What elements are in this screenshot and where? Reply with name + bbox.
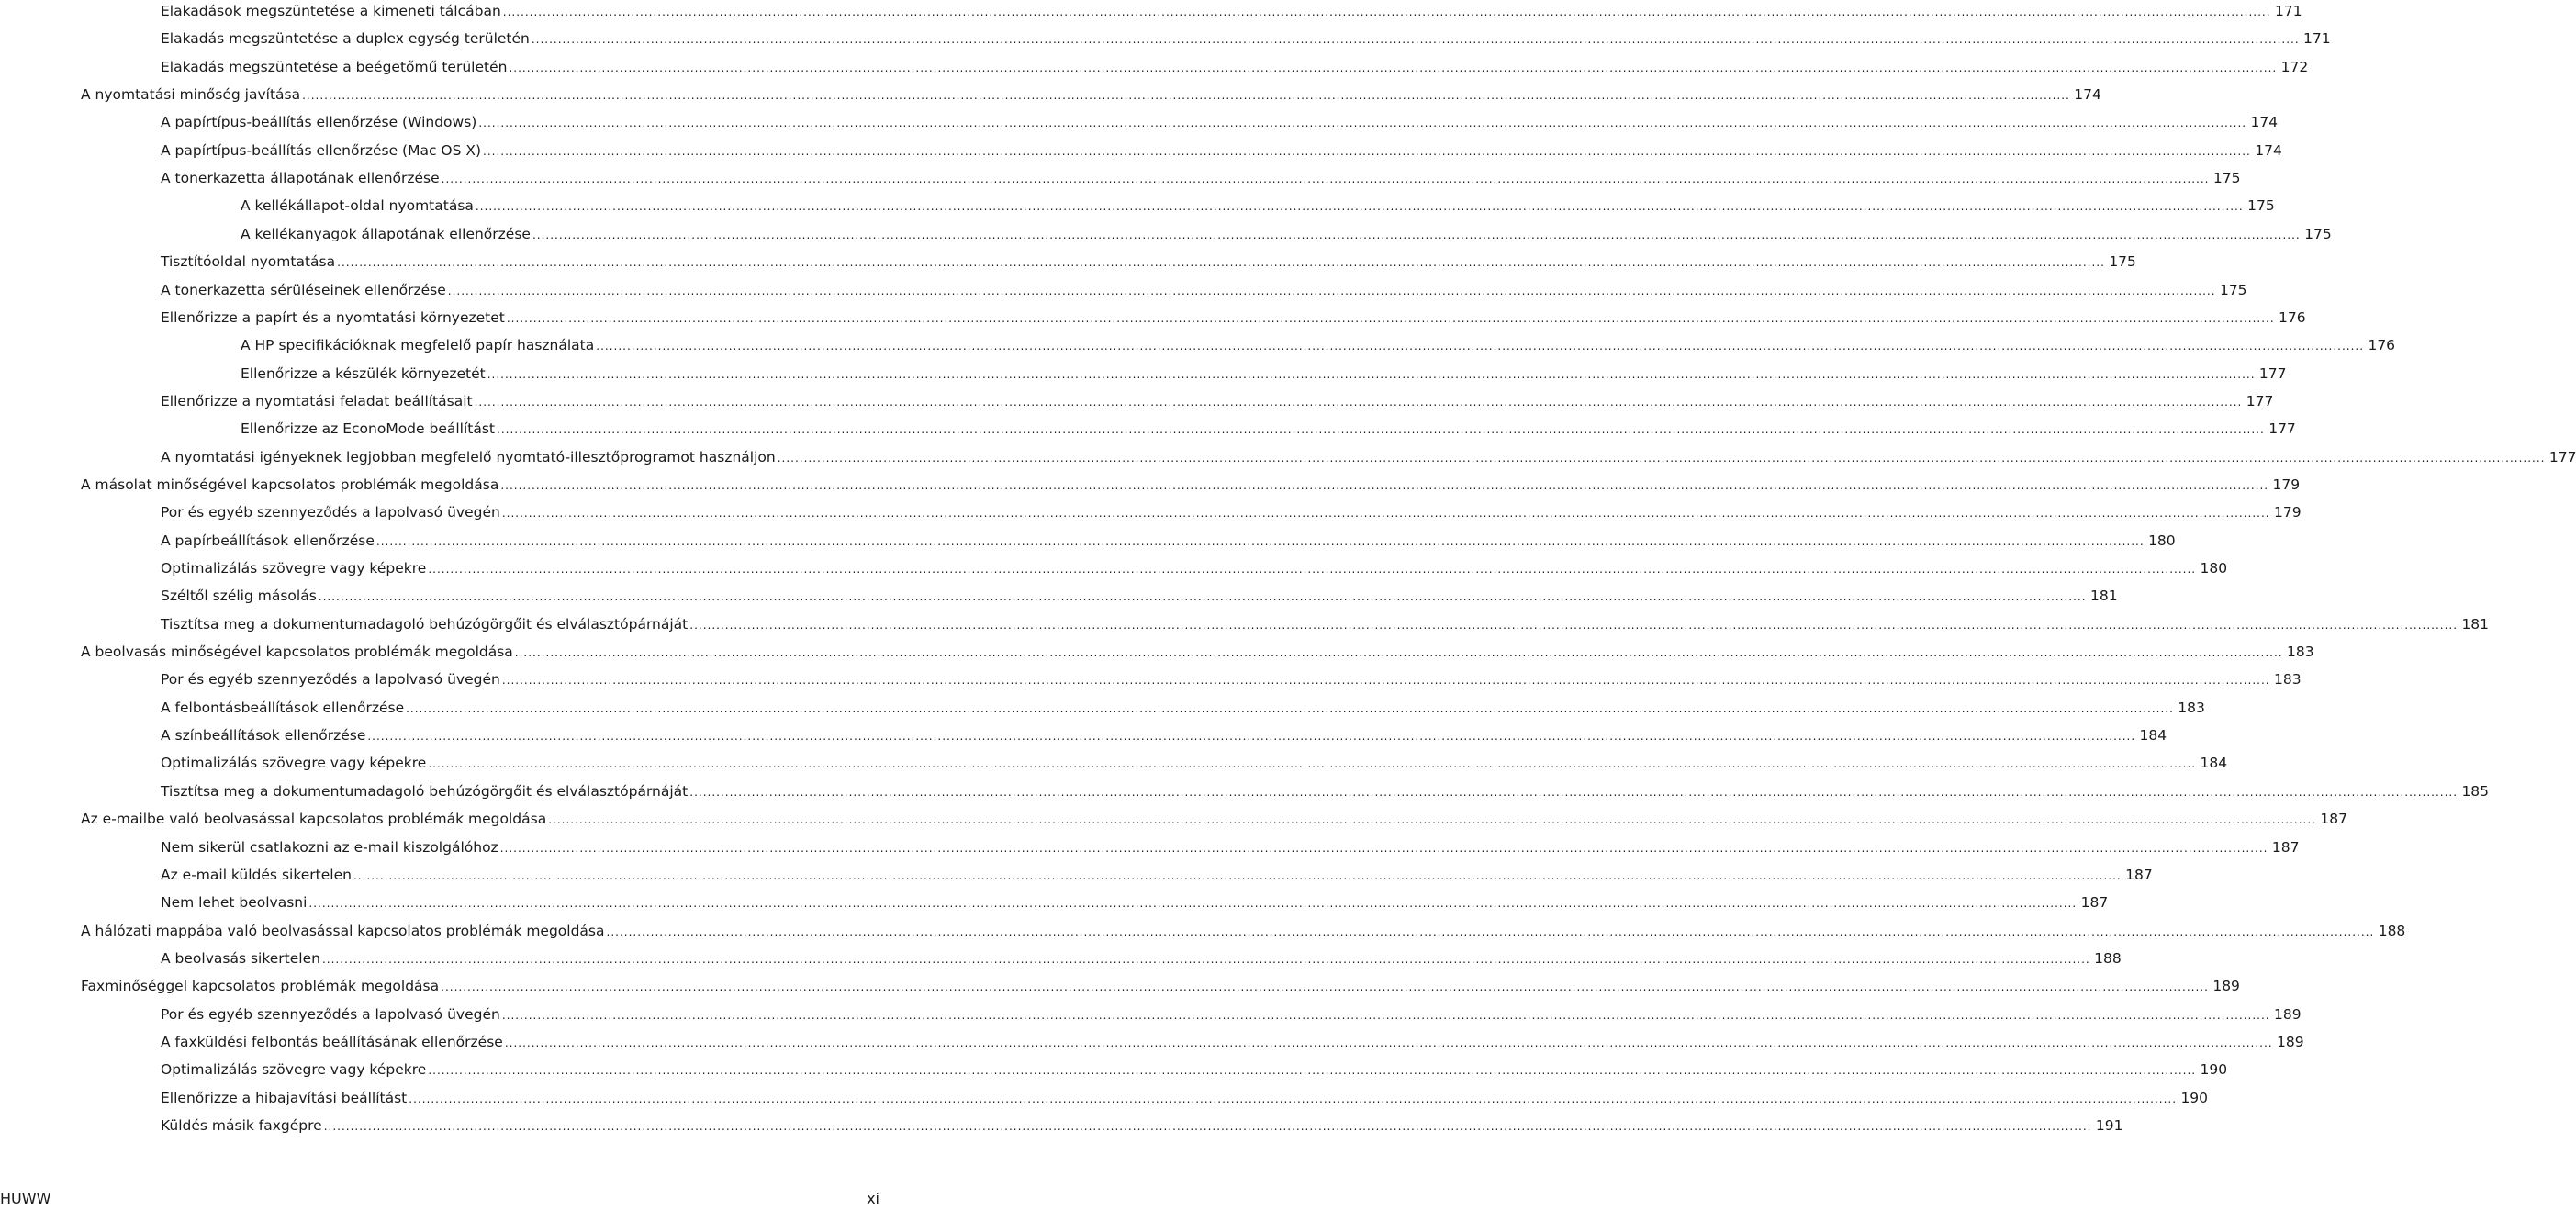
toc-entry-title: A papírbeállítások ellenőrzése xyxy=(161,532,375,549)
toc-entry-title: A felbontásbeállítások ellenőrzése xyxy=(161,699,405,716)
toc-entry[interactable] xyxy=(161,56,2309,78)
toc-entry-page: 174 xyxy=(2250,114,2279,131)
toc-entry[interactable] xyxy=(161,279,2247,301)
toc-entry-title: Széltől szélig másolás xyxy=(161,588,317,605)
toc-entry-title: A kellékanyagok állapotának ellenőrzése xyxy=(241,225,531,242)
toc-entry[interactable] xyxy=(161,28,2331,50)
toc-leader-dots: ................................................................................................................................................................................................................................................................................................................................................................................................................ xyxy=(353,868,2122,882)
toc-entry-title: A beolvasás sikertelen xyxy=(161,949,320,967)
toc-entry-title: Elakadás megszüntetése a duplex egység területén xyxy=(161,30,530,48)
toc-entry-title: A kellékállapot-oldal nyomtatása xyxy=(241,197,474,215)
toc-leader-dots: ................................................................................................................................................................................................................................................................................................................................................................................................................ xyxy=(375,534,2145,548)
toc-entry-page: 190 xyxy=(2200,1061,2228,1079)
toc-entry-title: A papírtípus-beállítás ellenőrzése (Windows) xyxy=(161,114,477,131)
toc-entry-title: Ellenőrizze a papírt és a nyomtatási környezetet xyxy=(161,308,505,326)
toc-entry-title: A hálózati mappába való beolvasással kapcsolatos problémák megoldása xyxy=(81,922,605,939)
toc-entry-title: A faxküldési felbontás beállításának ellenőrzése xyxy=(161,1033,503,1050)
toc-leader-dots: ................................................................................................................................................................................................................................................................................................................................................................................................................ xyxy=(689,618,2458,632)
toc-entry-title: Ellenőrizze a nyomtatási feladat beállításait xyxy=(161,392,473,409)
toc-leader-dots: ................................................................................................................................................................................................................................................................................................................................................................................................................ xyxy=(499,841,2268,855)
toc-entry-title: A nyomtatási minőség javítása xyxy=(81,86,301,104)
toc-leader-dots: ................................................................................................................................................................................................................................................................................................................................................................................................................ xyxy=(606,924,2375,938)
toc-entry[interactable] xyxy=(161,390,2274,412)
toc-leader-dots: ................................................................................................................................................................................................................................................................................................................................................................................................................ xyxy=(308,897,2078,911)
toc-entry-title: A HP specifikációknak megfelelő papír használata xyxy=(241,337,595,354)
toc-leader-dots: ................................................................................................................................................................................................................................................................................................................................................................................................................ xyxy=(497,423,2265,437)
toc-entry-page: 183 xyxy=(2286,644,2314,661)
toc-entry-title: A színbeállítások ellenőrzése xyxy=(161,727,366,745)
toc-entry-page: 187 xyxy=(2125,866,2153,883)
toc-entry-title: Por és egyéb szennyeződés a lapolvasó üvegén xyxy=(161,504,500,521)
footer-brand-label: HUWW xyxy=(0,1190,51,1207)
toc-entry-title: Küldés másik faxgépre xyxy=(161,1117,322,1134)
toc-entry-page: 184 xyxy=(2200,755,2228,772)
toc-leader-dots: ................................................................................................................................................................................................................................................................................................................................................................................................................ xyxy=(532,228,2301,241)
toc-leader-dots: ................................................................................................................................................................................................................................................................................................................................................................................................................ xyxy=(487,367,2256,381)
toc-leader-dots: ................................................................................................................................................................................................................................................................................................................................................................................................................ xyxy=(501,674,2270,688)
toc-leader-dots: ................................................................................................................................................................................................................................................................................................................................................................................................................ xyxy=(409,1092,2178,1105)
toc-entry[interactable] xyxy=(241,363,2287,385)
toc-entry-title: A tonerkazetta állapotának ellenőrzése xyxy=(161,170,440,187)
toc-entry[interactable] xyxy=(161,668,2302,690)
toc-entry[interactable] xyxy=(161,585,2118,607)
toc-entry[interactable] xyxy=(161,1031,2304,1053)
toc-entry-page: 175 xyxy=(2109,253,2136,271)
toc-entry-title: Elakadások megszüntetése a kimeneti tálcában xyxy=(161,3,501,19)
toc-entry-page: 188 xyxy=(2378,922,2406,939)
toc-entry-page: 183 xyxy=(2178,699,2205,716)
toc-entry-page: 187 xyxy=(2080,894,2109,912)
toc-entry[interactable] xyxy=(161,0,2302,22)
toc-entry-page: 175 xyxy=(2304,225,2332,242)
toc-entry-title: A beolvasás minőségével kapcsolatos problémák megoldása xyxy=(81,644,513,661)
toc-leader-dots: ................................................................................................................................................................................................................................................................................................................................................................................................................ xyxy=(506,311,2275,325)
toc-entry[interactable] xyxy=(161,752,2228,774)
toc-entry-title: Optimalizálás szövegre vagy képekre xyxy=(161,1061,427,1079)
toc-entry-page: 175 xyxy=(2212,170,2241,187)
toc-entry[interactable] xyxy=(161,697,2205,719)
toc-entry[interactable] xyxy=(241,334,2396,356)
toc-entry-page: 175 xyxy=(2247,197,2275,215)
toc-entry-title: A nyomtatási igényeknek legjobban megfelelő nyomtató-illesztőprogramot használjon xyxy=(161,448,776,465)
toc-entry[interactable] xyxy=(161,864,2153,886)
toc-entry-page: 176 xyxy=(2368,337,2396,354)
toc-leader-dots: ................................................................................................................................................................................................................................................................................................................................................................................................................ xyxy=(337,256,2105,270)
toc-leader-dots: ................................................................................................................................................................................................................................................................................................................................................................................................................ xyxy=(777,451,2546,465)
toc-leader-dots: ................................................................................................................................................................................................................................................................................................................................................................................................................ xyxy=(441,173,2210,186)
toc-entry[interactable] xyxy=(161,724,2167,746)
toc-entry[interactable] xyxy=(161,947,2122,969)
toc-entry[interactable] xyxy=(161,501,2302,523)
toc-leader-dots: ................................................................................................................................................................................................................................................................................................................................................................................................................ xyxy=(502,6,2271,18)
toc-entry-page: 188 xyxy=(2094,949,2122,967)
toc-entry[interactable] xyxy=(81,920,2406,942)
toc-entry-title: Faxminőséggel kapcsolatos problémák megoldása xyxy=(81,978,440,995)
toc-entry-page: 180 xyxy=(2148,532,2176,549)
toc-entry-page: 181 xyxy=(2461,615,2490,633)
toc-entry-title: Ellenőrizze a hibajavítási beállítást xyxy=(161,1089,408,1106)
toc-entry[interactable] xyxy=(161,1115,2123,1137)
toc-entry[interactable] xyxy=(161,111,2279,133)
toc-leader-dots: ................................................................................................................................................................................................................................................................................................................................................................................................................ xyxy=(501,1008,2270,1022)
toc-entry-title: Az e-mailbe való beolvasással kapcsolatos problémák megoldása xyxy=(81,811,547,828)
toc-entry-title: Por és egyéb szennyeződés a lapolvasó üvegén xyxy=(161,1005,500,1023)
toc-entry[interactable] xyxy=(161,446,2576,468)
toc-entry[interactable] xyxy=(241,223,2332,245)
toc-entry-title: Tisztítóoldal nyomtatása xyxy=(161,253,336,271)
toc-entry[interactable] xyxy=(161,1003,2302,1025)
toc-entry[interactable] xyxy=(81,641,2314,663)
toc-entry-page: 181 xyxy=(2089,588,2118,605)
toc-entry-title: A tonerkazetta sérüléseinek ellenőrzése xyxy=(161,281,446,298)
toc-entry[interactable] xyxy=(161,530,2176,552)
toc-leader-dots: ................................................................................................................................................................................................................................................................................................................................................................................................................ xyxy=(501,507,2270,521)
toc-entry-page: 191 xyxy=(2095,1117,2123,1134)
toc-entry-page: 174 xyxy=(2255,141,2282,159)
toc-entry[interactable] xyxy=(81,808,2347,830)
toc-entry-page: 179 xyxy=(2274,504,2302,521)
toc-entry-page: 174 xyxy=(2074,86,2101,104)
toc-entry-page: 180 xyxy=(2200,560,2228,577)
toc-entry[interactable] xyxy=(161,836,2300,858)
toc-entry[interactable] xyxy=(161,251,2136,273)
toc-leader-dots: ................................................................................................................................................................................................................................................................................................................................................................................................................ xyxy=(428,1064,2197,1078)
toc-entry-title: Ellenőrizze az EconoMode beállítást xyxy=(241,420,496,438)
toc-entry[interactable] xyxy=(241,195,2275,217)
footer-page-number: xi xyxy=(867,1190,879,1207)
toc-leader-dots: ................................................................................................................................................................................................................................................................................................................................................................................................................ xyxy=(548,813,2316,827)
toc-leader-dots: ................................................................................................................................................................................................................................................................................................................................................................................................................ xyxy=(323,1120,2092,1133)
toc-entry-title: Az e-mail küldés sikertelen xyxy=(161,866,352,883)
toc-entry-page: 179 xyxy=(2272,476,2301,493)
toc-leader-dots: ................................................................................................................................................................................................................................................................................................................................................................................................................ xyxy=(475,200,2244,214)
toc-entry-page: 189 xyxy=(2274,1005,2302,1023)
toc-entry-title: Nem sikerül csatlakozni az e-mail kiszolgálóhoz xyxy=(161,838,498,856)
toc-leader-dots: ................................................................................................................................................................................................................................................................................................................................................................................................................ xyxy=(531,33,2300,47)
toc-entry[interactable] xyxy=(161,613,2490,635)
toc-entry-page: 175 xyxy=(2219,281,2247,298)
toc-entry-page: 185 xyxy=(2461,782,2490,800)
toc-leader-dots: ................................................................................................................................................................................................................................................................................................................................................................................................................ xyxy=(441,980,2209,994)
toc-entry-title: Por és egyéb szennyeződés a lapolvasó üvegén xyxy=(161,671,500,689)
toc-entry[interactable] xyxy=(81,84,2101,106)
toc-entry[interactable] xyxy=(81,975,2240,997)
toc-leader-dots: ................................................................................................................................................................................................................................................................................................................................................................................................................ xyxy=(478,117,2247,130)
toc-entry-title: Tisztítsa meg a dokumentumadagoló behúzógörgőit és elválasztópárnáját xyxy=(161,615,689,633)
toc-entry[interactable] xyxy=(161,1087,2209,1109)
toc-entry-title: A másolat minőségével kapcsolatos problémák megoldása xyxy=(81,476,499,493)
toc-leader-dots: ................................................................................................................................................................................................................................................................................................................................................................................................................ xyxy=(321,952,2090,966)
toc-entry-title: Ellenőrizze a készülék környezetét xyxy=(241,364,486,382)
toc-entry-page: 189 xyxy=(2212,978,2240,995)
toc-leader-dots: ................................................................................................................................................................................................................................................................................................................................................................................................................ xyxy=(447,284,2216,297)
toc-leader-dots: ................................................................................................................................................................................................................................................................................................................................................................................................................ xyxy=(689,785,2458,799)
toc-leader-dots: ................................................................................................................................................................................................................................................................................................................................................................................................................ xyxy=(318,590,2087,604)
toc-leader-dots: ................................................................................................................................................................................................................................................................................................................................................................................................................ xyxy=(406,701,2174,715)
toc-entry-page: 177 xyxy=(2246,392,2274,409)
toc-entry-page: 184 xyxy=(2139,727,2167,745)
toc-leader-dots: ................................................................................................................................................................................................................................................................................................................................................................................................................ xyxy=(428,757,2197,771)
toc-entry-title: Nem lehet beolvasni xyxy=(161,894,308,912)
toc-leader-dots: ................................................................................................................................................................................................................................................................................................................................................................................................................ xyxy=(504,1036,2273,1049)
toc-entry-page: 190 xyxy=(2180,1089,2209,1106)
toc-entry-page: 177 xyxy=(2258,364,2287,382)
toc-entry-page: 183 xyxy=(2274,671,2302,689)
toc-leader-dots: ................................................................................................................................................................................................................................................................................................................................................................................................................ xyxy=(514,646,2283,660)
toc-entry[interactable] xyxy=(161,557,2228,579)
toc-entry-page: 177 xyxy=(2268,420,2296,438)
toc-leader-dots: ................................................................................................................................................................................................................................................................................................................................................................................................................ xyxy=(302,89,2070,103)
toc-entry-page: 189 xyxy=(2277,1033,2304,1050)
toc-leader-dots: ................................................................................................................................................................................................................................................................................................................................................................................................................ xyxy=(474,395,2243,409)
toc-entry-page: 176 xyxy=(2279,308,2306,326)
toc-entry-title: A papírtípus-beállítás ellenőrzése (Mac OS X) xyxy=(161,141,482,159)
toc-entry[interactable] xyxy=(161,140,2282,162)
toc-leader-dots: ................................................................................................................................................................................................................................................................................................................................................................................................................ xyxy=(428,563,2197,576)
toc-leader-dots: ................................................................................................................................................................................................................................................................................................................................................................................................................ xyxy=(483,144,2251,158)
toc-entry[interactable] xyxy=(161,891,2109,913)
toc-leader-dots: ................................................................................................................................................................................................................................................................................................................................................................................................................ xyxy=(500,478,2269,492)
toc-entry[interactable] xyxy=(81,474,2301,496)
toc-entry-page: 187 xyxy=(2320,811,2347,828)
toc-entry-page: 172 xyxy=(2280,58,2309,75)
toc-entry-page: 171 xyxy=(2274,3,2302,19)
toc-entry[interactable] xyxy=(241,418,2296,440)
toc-entry-page: 187 xyxy=(2271,838,2300,856)
toc-entry-title: Tisztítsa meg a dokumentumadagoló behúzógörgőit és elválasztópárnáját xyxy=(161,782,689,800)
toc-entry[interactable] xyxy=(161,780,2490,802)
toc-leader-dots: ................................................................................................................................................................................................................................................................................................................................................................................................................ xyxy=(596,340,2365,353)
toc-entry-title: Optimalizálás szövegre vagy képekre xyxy=(161,755,427,772)
toc-entry[interactable] xyxy=(161,1059,2228,1081)
toc-entry[interactable] xyxy=(161,307,2306,329)
toc-entry-page: 171 xyxy=(2303,30,2331,48)
toc-entry[interactable] xyxy=(161,167,2241,189)
toc-entry-title: Optimalizálás szövegre vagy képekre xyxy=(161,560,427,577)
toc-leader-dots: ................................................................................................................................................................................................................................................................................................................................................................................................................ xyxy=(509,61,2278,74)
toc-entry-page: 177 xyxy=(2548,448,2576,465)
toc-leader-dots: ................................................................................................................................................................................................................................................................................................................................................................................................................ xyxy=(367,730,2136,744)
toc-entry-title: Elakadás megszüntetése a beégetőmű területén xyxy=(161,58,508,75)
